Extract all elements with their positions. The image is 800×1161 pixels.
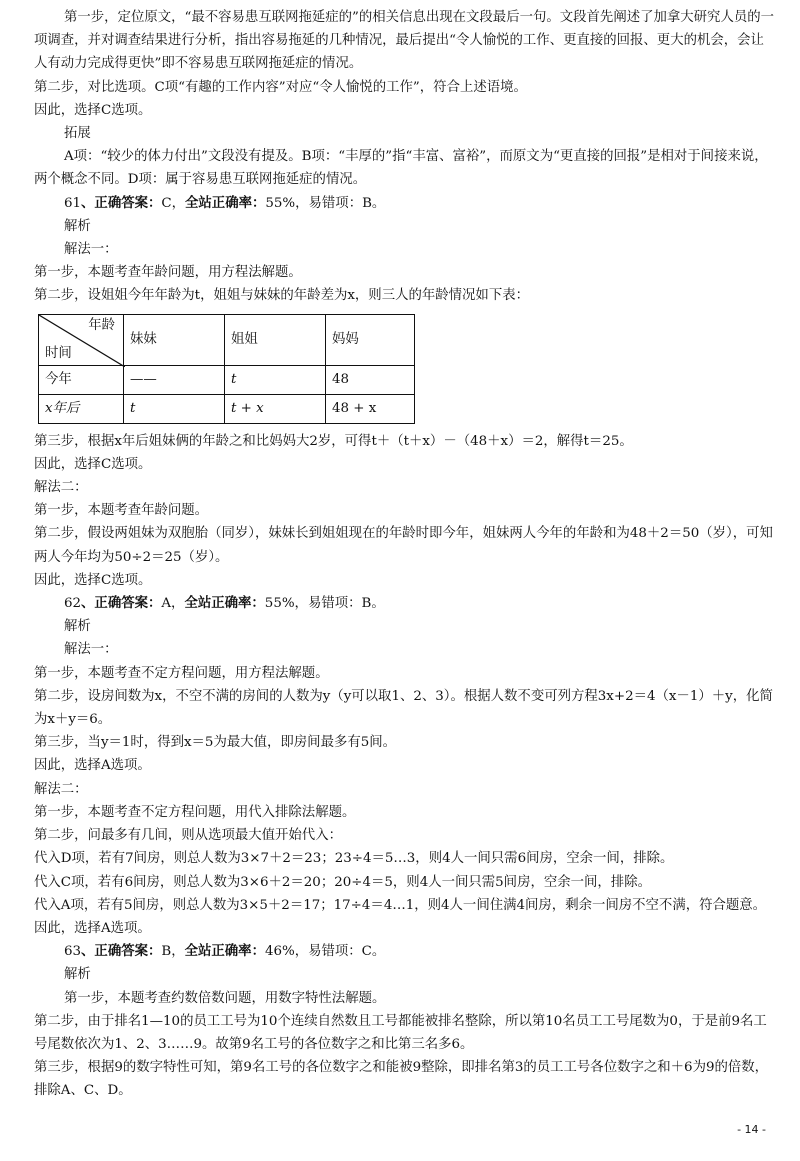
table-cell: —— xyxy=(124,365,225,394)
accuracy-label: 全站正确率： xyxy=(185,195,266,211)
table-header-cell: 妹妹 xyxy=(124,314,225,365)
accuracy-label: 全站正确率： xyxy=(184,596,265,612)
diagonal-bottom-label: 时间 xyxy=(45,345,72,361)
table-row xyxy=(39,394,415,423)
analysis-heading: 解析 xyxy=(64,967,91,983)
method-heading: 解法一： xyxy=(64,242,118,258)
paragraph: 第一步，本题考查不定方程问题，用代入排除法解题。 xyxy=(34,804,356,820)
table-header-row xyxy=(39,314,415,365)
table-cell: 48 xyxy=(326,365,415,394)
table-header-cell: 姐姐 xyxy=(225,314,326,365)
paragraph: 第二步，问最多有几间，则从选项最大值开始代入： xyxy=(34,828,342,844)
paragraph: 第二步，由于排名1—10的员工工号为10个连续自然数且工号都能被排名整除，所以第10名员工工号尾数为0，于是前9名工号尾数依次为1、2、3……9。故第9名工号的各位数字之和比第三名多6。 xyxy=(34,1013,767,1052)
paragraph: 第一步，本题考查不定方程问题，用方程法解题。 xyxy=(34,665,329,681)
correct-answer: A， xyxy=(161,596,185,612)
paragraph: 第三步，当y＝1时，得到x＝5为最大值，即房间最多有5间。 xyxy=(34,735,397,751)
diagonal-header-cell xyxy=(39,314,124,365)
correct-answer-label: 、正确答案： xyxy=(81,195,162,211)
table-header-cell: 妈妈 xyxy=(326,314,415,365)
table-row-label: 今年 xyxy=(39,365,124,394)
paragraph: 第三步，根据9的数字特性可知，第9名工号的各位数字之和能被9整除，即排名第3的员工工号各位数字之和＋6为9的倍数，排除A、C、D。 xyxy=(34,1060,769,1099)
paragraph: 第二步，设姐姐今年年龄为t，姐姐与妹妹的年龄差为x，则三人的年龄情况如下表： xyxy=(34,288,529,304)
correct-answer: C， xyxy=(161,195,186,211)
method-heading: 解法二： xyxy=(34,781,88,797)
table-cell: t + x xyxy=(225,394,326,423)
paragraph: 第一步，本题考查约数倍数问题，用数字特性法解题。 xyxy=(64,990,386,1006)
analysis-heading: 解析 xyxy=(64,619,91,635)
correct-answer-label: 、正确答案： xyxy=(81,596,162,612)
analysis-heading: 解析 xyxy=(64,218,91,234)
accuracy-value: 55%，易错项：B。 xyxy=(264,596,385,612)
table-cell: t xyxy=(225,365,326,394)
paragraph: 因此，选择C选项。 xyxy=(34,456,152,472)
paragraph: 代入C项，若有6间房，则总人数为3×6＋2＝20；20÷4＝5，则4人一间只需5间房，空余一间，排除。 xyxy=(34,874,651,890)
paragraph: 代入A项，若有5间房，则总人数为3×5＋2＝17；17÷4＝4…1，则4人一间住满4间房，剩余一间房不空不满，符合题意。 xyxy=(34,897,767,913)
table-row-label: x年后 xyxy=(39,394,124,423)
paragraph: 第一步，定位原文，“最不容易患互联网拖延症的”的相关信息出现在文段最后一句。文段首先阐述了加拿大研究人员的一项调查，并对调查结果进行分析，指出容易拖延的几种情况，最后提出“令人愉悦的工作、更直接的回报、更大的机会，会让人有动力完成得更快”即不容易患互联网拖延症的情况。 xyxy=(34,10,774,72)
paragraph: 第三步，根据x年后姐妹俩的年龄之和比妈妈大2岁，可得t＋（t＋x）－（48＋x）＝2，解得t＝25。 xyxy=(34,433,633,449)
answer-line-62 xyxy=(34,592,776,615)
paragraph: 因此，选择C选项。 xyxy=(34,572,152,588)
paragraph: 第二步，设房间数为x，不空不满的房间的人数为y（y可以取1、2、3）。根据人数不变可列方程3x+2＝4（x－1）＋y，化简为x＋y＝6。 xyxy=(34,688,773,728)
paragraph: 因此，选择C选项。 xyxy=(34,102,152,118)
age-table xyxy=(38,314,415,424)
question-number: 62 xyxy=(64,596,82,612)
table-cell: t xyxy=(124,394,225,423)
method-heading: 解法一： xyxy=(64,642,118,658)
paragraph: 因此，选择A选项。 xyxy=(34,920,151,936)
table-cell: 48 + x xyxy=(326,394,415,423)
question-number: 61 xyxy=(64,195,82,211)
answer-line-63 xyxy=(34,940,776,963)
paragraph: 代入D项，若有7间房，则总人数为3×7＋2＝23；23÷4＝5…3，则4人一间只需6间房，空余一间，排除。 xyxy=(34,851,674,867)
method-heading: 解法二： xyxy=(34,480,88,496)
paragraph: A项：“较少的体力付出”文段没有提及。B项：“丰厚的”指“丰富、富裕”，而原文为“更直接的回报”是相对于间接来说，两个概念不同。D项：属于容易患互联网拖延症的情况。 xyxy=(34,149,768,188)
question-number: 63 xyxy=(64,944,82,960)
paragraph: 第一步，本题考查年龄问题。 xyxy=(34,503,209,519)
table-row xyxy=(39,365,415,394)
paragraph: 因此，选择A选项。 xyxy=(34,758,151,774)
paragraph: 第二步，对比选项。C项“有趣的工作内容”对应“令人愉悦的工作”，符合上述语境。 xyxy=(34,79,527,95)
document-page xyxy=(34,6,776,1103)
page-number: - 14 - xyxy=(737,1122,766,1136)
correct-answer-label: 、正确答案： xyxy=(81,944,162,960)
accuracy-label: 全站正确率： xyxy=(184,944,265,960)
paragraph: 第一步，本题考查年龄问题，用方程法解题。 xyxy=(34,265,302,281)
section-heading-extension: 拓展 xyxy=(64,126,91,142)
diagonal-top-label: 年龄 xyxy=(88,317,115,333)
correct-answer: B， xyxy=(161,944,185,960)
accuracy-value: 55%，易错项：B。 xyxy=(265,195,386,211)
answer-line-61 xyxy=(34,192,776,215)
accuracy-value: 46%，易错项：C。 xyxy=(264,944,386,960)
paragraph: 第二步，假设两姐妹为双胞胎（同岁），妹妹长到姐姐现在的年龄时即今年，姐妹两人今年的年龄和为48＋2＝50（岁），可知两人今年均为50÷2＝25（岁）。 xyxy=(34,526,773,565)
